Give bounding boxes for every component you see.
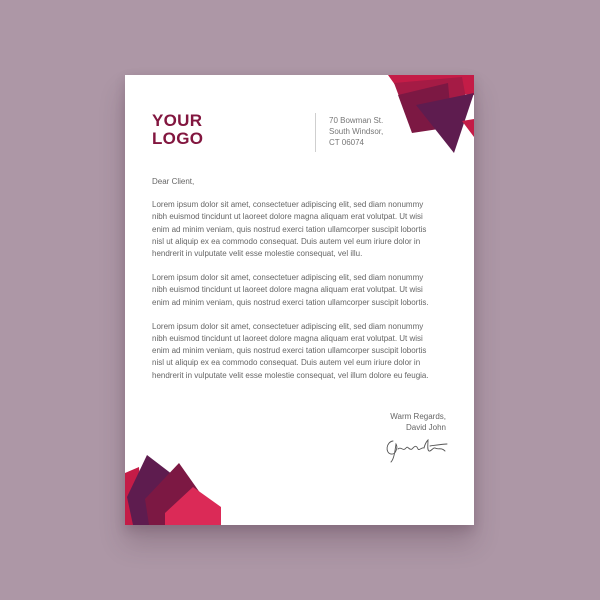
address-line-3: CT 06074 (329, 138, 364, 147)
company-address (329, 115, 383, 148)
letter-body (152, 176, 452, 394)
address-line-1: 70 Bowman St. (329, 116, 384, 125)
closing-phrase: Warm Regards, (390, 412, 446, 421)
signer-name: David John (405, 423, 446, 432)
text-line: Lorem ipsum dolor sit amet, consectetuer adipiscing elit, sed diam nonummy (152, 200, 424, 210)
text-line: Lorem ipsum dolor sit amet, consectetuer adipiscing elit, sed diam nonummy (152, 321, 424, 331)
text-line: hendrerit in vulputate velit esse molestie consequat, vel illum dolore eu feugia. (152, 370, 429, 380)
body-paragraph-1 (152, 199, 452, 260)
text-line: enim ad minim veniam, quis nostrud exerci tation ullamcorper suscipit lobortis. (152, 297, 429, 307)
letterhead-page (125, 75, 474, 525)
body-paragraph-2 (152, 272, 452, 309)
text-line: enim ad minim veniam, quis nostrud exerci tation ullamcorper suscipit lobortis (152, 224, 427, 234)
text-line: nisl ut aliquip ex ea commodo consequat. Duis autem vel eum iriure dolor in (152, 236, 421, 246)
corner-decoration-top-right (388, 75, 474, 153)
logo-line-2: LOGO (152, 129, 204, 148)
deco-shard (462, 119, 474, 137)
closing-block (390, 411, 446, 433)
salutation: Dear Client, (152, 177, 195, 186)
signature-icon (383, 435, 449, 463)
text-line: hendrerit in vulputate velit esse molestie consequat, vel illu. (152, 249, 363, 259)
text-line: nibh euismod tincidunt ut laoreet dolore magna aliquam erat volutpat. Ut wisi (152, 285, 423, 295)
company-logo (152, 112, 203, 148)
text-line: nisl ut aliquip ex ea commodo consequat. Duis autem vel eum iriure dolor in (152, 358, 421, 368)
logo-line-1: YOUR (152, 111, 203, 130)
text-line: nibh euismod tincidunt ut laoreet dolore magna aliquam erat volutpat. Ut wisi (152, 334, 423, 344)
text-line: nibh euismod tincidunt ut laoreet dolore magna aliquam erat volutpat. Ut wisi (152, 212, 423, 222)
corner-decoration-bottom-left (125, 455, 221, 525)
body-paragraph-3 (152, 321, 452, 382)
text-line: enim ad minim veniam, quis nostrud exerci tation ullamcorper suscipit lobortis (152, 346, 427, 356)
text-line: Lorem ipsum dolor sit amet, consectetuer adipiscing elit, sed diam nonummy (152, 273, 424, 283)
header-divider (315, 113, 316, 152)
address-line-2: South Windsor, (329, 127, 384, 136)
